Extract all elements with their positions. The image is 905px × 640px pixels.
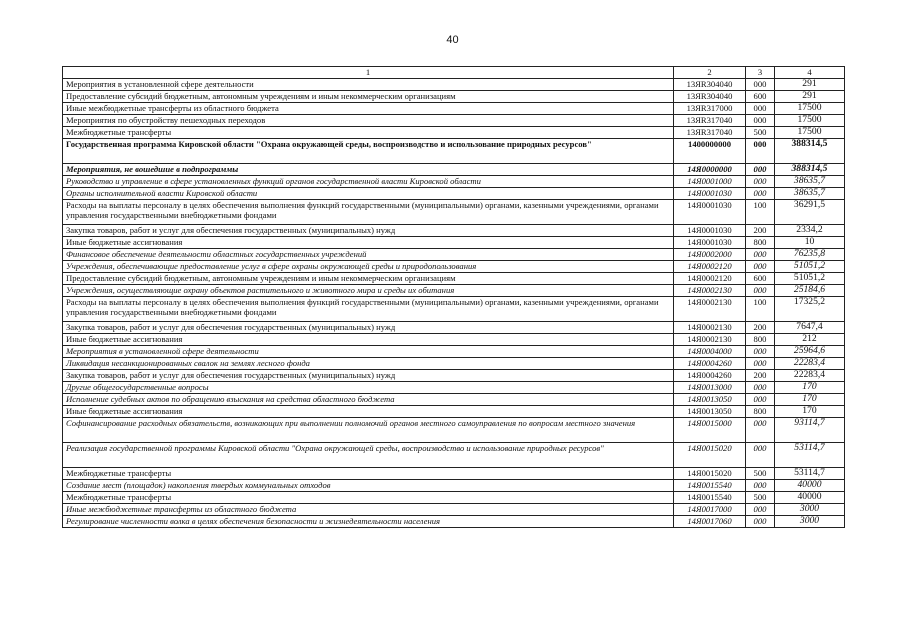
row-expense-type-cell: 000 (746, 115, 775, 127)
row-sum-cell: 53114,7 (775, 468, 845, 480)
table-row (63, 115, 845, 127)
row-name-cell: Государственная программа Кировской области "Охрана окружающей среды, воспроизводство и использование природных ресурсов" (63, 139, 674, 164)
header-col-sum: 4 (775, 67, 845, 79)
row-expense-type-cell: 000 (746, 358, 775, 370)
table-row (63, 127, 845, 139)
row-name-cell: Создание мест (площадок) накопления твердых коммунальных отходов (63, 480, 674, 492)
budget-table (62, 66, 845, 528)
row-sum-cell: 2334,2 (775, 225, 845, 237)
table-row (63, 261, 845, 273)
row-expense-type-cell: 200 (746, 225, 775, 237)
table-row (63, 249, 845, 261)
row-sum-cell: 170 (775, 406, 845, 418)
row-name-cell: Финансовое обеспечение деятельности областных государственных учреждений (63, 249, 674, 261)
table-row (63, 79, 845, 91)
row-name-cell: Закупка товаров, работ и услуг для обеспечения государственных (муниципальных) нужд (63, 370, 674, 382)
row-expense-type-cell: 500 (746, 127, 775, 139)
row-expense-type-cell: 500 (746, 468, 775, 480)
row-code-cell: 14Я0015020 (674, 443, 746, 468)
row-name-cell: Мероприятия, не вошедшие в подпрограммы (63, 164, 674, 176)
table-row (63, 322, 845, 334)
row-code-cell: 14Я0000000 (674, 164, 746, 176)
row-sum-cell: 388314,5 (775, 139, 845, 164)
row-sum-cell: 170 (775, 394, 845, 406)
table-row (63, 200, 845, 225)
row-expense-type-cell: 000 (746, 176, 775, 188)
row-sum-cell: 93114,7 (775, 418, 845, 443)
table-header-row (63, 67, 845, 79)
row-sum-cell: 25184,6 (775, 285, 845, 297)
row-sum-cell: 76235,8 (775, 249, 845, 261)
row-expense-type-cell: 800 (746, 237, 775, 249)
row-sum-cell: 36291,5 (775, 200, 845, 225)
row-code-cell: 13ЯR317040 (674, 127, 746, 139)
row-sum-cell: 291 (775, 91, 845, 103)
row-code-cell: 14Я0001030 (674, 200, 746, 225)
row-name-cell: Другие общегосударственные вопросы (63, 382, 674, 394)
row-sum-cell: 53114,7 (775, 443, 845, 468)
row-name-cell: Иные бюджетные ассигнования (63, 406, 674, 418)
row-name-cell: Закупка товаров, работ и услуг для обеспечения государственных (муниципальных) нужд (63, 225, 674, 237)
row-code-cell: 13ЯR304040 (674, 91, 746, 103)
row-code-cell: 14Я0002120 (674, 261, 746, 273)
row-name-cell: Иные межбюджетные трансферты из областного бюджета (63, 504, 674, 516)
table-row (63, 334, 845, 346)
table-row (63, 516, 845, 528)
table-row (63, 91, 845, 103)
row-expense-type-cell: 000 (746, 480, 775, 492)
row-sum-cell: 38635,7 (775, 176, 845, 188)
row-sum-cell: 17325,2 (775, 297, 845, 322)
row-code-cell: 14Я0004000 (674, 346, 746, 358)
table-row (63, 188, 845, 200)
row-code-cell: 14Я0002120 (674, 273, 746, 285)
row-name-cell: Ликвидация несанкционированных свалок на землях лесного фонда (63, 358, 674, 370)
row-expense-type-cell: 000 (746, 103, 775, 115)
row-sum-cell: 7647,4 (775, 322, 845, 334)
row-code-cell: 14Я0002130 (674, 285, 746, 297)
row-code-cell: 14Я0013000 (674, 382, 746, 394)
table-row (63, 176, 845, 188)
table-row (63, 394, 845, 406)
table-row (63, 443, 845, 468)
row-expense-type-cell: 500 (746, 492, 775, 504)
table-row (63, 103, 845, 115)
row-code-cell: 13ЯR317040 (674, 115, 746, 127)
row-name-cell: Органы исполнительной власти Кировской области (63, 188, 674, 200)
row-name-cell: Предоставление субсидий бюджетным, автономным учреждениям и иным некоммерческим организациям (63, 273, 674, 285)
row-sum-cell: 22283,4 (775, 358, 845, 370)
row-sum-cell: 17500 (775, 127, 845, 139)
row-sum-cell: 40000 (775, 480, 845, 492)
row-code-cell: 14Я0015540 (674, 492, 746, 504)
row-name-cell: Мероприятия по обустройству пешеходных переходов (63, 115, 674, 127)
row-code-cell: 13ЯR304040 (674, 79, 746, 91)
table-row (63, 139, 845, 164)
row-code-cell: 14Я0004260 (674, 358, 746, 370)
row-expense-type-cell: 000 (746, 139, 775, 164)
row-name-cell: Учреждения, обеспечивающие предоставление услуг в сфере охраны окружающей среды и природопользования (63, 261, 674, 273)
row-name-cell: Исполнение судебных актов по обращению взыскания на средства областного бюджета (63, 394, 674, 406)
row-name-cell: Софинансирование расходных обязательств, возникающих при выполнении полномочий органов местного самоуправления по вопросам местного значения (63, 418, 674, 443)
row-name-cell: Иные бюджетные ассигнования (63, 237, 674, 249)
row-expense-type-cell: 000 (746, 443, 775, 468)
row-name-cell: Реализация государственной программы Кировской области "Охрана окружающей среды, воспроизводство и использование природных ресурсов" (63, 443, 674, 468)
table-row (63, 492, 845, 504)
row-expense-type-cell: 100 (746, 200, 775, 225)
row-code-cell: 14Я0002130 (674, 334, 746, 346)
row-sum-cell: 170 (775, 382, 845, 394)
row-expense-type-cell: 200 (746, 322, 775, 334)
table-row (63, 225, 845, 237)
row-expense-type-cell: 000 (746, 249, 775, 261)
row-expense-type-cell: 800 (746, 334, 775, 346)
page-number: 40 (446, 34, 459, 46)
row-sum-cell: 25964,6 (775, 346, 845, 358)
table-row (63, 285, 845, 297)
row-sum-cell: 17500 (775, 115, 845, 127)
row-code-cell: 13ЯR317000 (674, 103, 746, 115)
header-col-name: 1 (63, 67, 674, 79)
row-code-cell: 1400000000 (674, 139, 746, 164)
row-name-cell: Руководство и управление в сфере установленных функций органов государственной власти Кировской области (63, 176, 674, 188)
row-expense-type-cell: 600 (746, 91, 775, 103)
header-col-code: 2 (674, 67, 746, 79)
row-sum-cell: 22283,4 (775, 370, 845, 382)
table-row (63, 358, 845, 370)
row-sum-cell: 51051,2 (775, 261, 845, 273)
row-sum-cell: 3000 (775, 516, 845, 528)
row-name-cell: Мероприятия в установленной сфере деятельности (63, 79, 674, 91)
table-row (63, 346, 845, 358)
row-sum-cell: 40000 (775, 492, 845, 504)
row-expense-type-cell: 000 (746, 346, 775, 358)
row-expense-type-cell: 000 (746, 188, 775, 200)
table-row (63, 480, 845, 492)
table-row (63, 237, 845, 249)
row-sum-cell: 17500 (775, 103, 845, 115)
row-code-cell: 14Я0001030 (674, 237, 746, 249)
row-code-cell: 14Я0001030 (674, 225, 746, 237)
row-name-cell: Межбюджетные трансферты (63, 127, 674, 139)
row-expense-type-cell: 000 (746, 261, 775, 273)
row-code-cell: 14Я0002130 (674, 322, 746, 334)
table-row (63, 468, 845, 480)
row-code-cell: 14Я0015540 (674, 480, 746, 492)
row-code-cell: 14Я0015000 (674, 418, 746, 443)
table-row (63, 504, 845, 516)
row-expense-type-cell: 100 (746, 297, 775, 322)
table-row (63, 418, 845, 443)
row-name-cell: Учреждения, осуществляющие охрану объектов растительного и животного мира и среды их обитания (63, 285, 674, 297)
row-code-cell: 14Я0002130 (674, 297, 746, 322)
row-expense-type-cell: 200 (746, 370, 775, 382)
row-expense-type-cell: 600 (746, 273, 775, 285)
row-expense-type-cell: 000 (746, 285, 775, 297)
table-row (63, 164, 845, 176)
row-name-cell: Закупка товаров, работ и услуг для обеспечения государственных (муниципальных) нужд (63, 322, 674, 334)
row-name-cell: Иные межбюджетные трансферты из областного бюджета (63, 103, 674, 115)
row-code-cell: 14Я0015020 (674, 468, 746, 480)
row-code-cell: 14Я0002000 (674, 249, 746, 261)
row-name-cell: Расходы на выплаты персоналу в целях обеспечения выполнения функций государственными (муниципальными) органами, казенными учреждениями, органами управления государственными внебюджетными фондами (63, 297, 674, 322)
table-row (63, 370, 845, 382)
row-expense-type-cell: 000 (746, 418, 775, 443)
table-row (63, 382, 845, 394)
row-expense-type-cell: 800 (746, 406, 775, 418)
row-code-cell: 14Я0001030 (674, 188, 746, 200)
row-sum-cell: 51051,2 (775, 273, 845, 285)
row-code-cell: 14Я0001000 (674, 176, 746, 188)
row-sum-cell: 10 (775, 237, 845, 249)
row-name-cell: Регулирование численности волка в целях обеспечения безопасности и жизнедеятельности населения (63, 516, 674, 528)
row-code-cell: 14Я0013050 (674, 406, 746, 418)
row-sum-cell: 388314,5 (775, 164, 845, 176)
row-name-cell: Расходы на выплаты персоналу в целях обеспечения выполнения функций государственными (муниципальными) органами, казенными учреждениями, органами управления государственными внебюджетными фондами (63, 200, 674, 225)
row-name-cell: Предоставление субсидий бюджетным, автономным учреждениям и иным некоммерческим организациям (63, 91, 674, 103)
row-name-cell: Межбюджетные трансферты (63, 492, 674, 504)
row-code-cell: 14Я0013050 (674, 394, 746, 406)
row-expense-type-cell: 000 (746, 382, 775, 394)
row-name-cell: Мероприятия в установленной сфере деятельности (63, 346, 674, 358)
row-expense-type-cell: 000 (746, 504, 775, 516)
row-sum-cell: 3000 (775, 504, 845, 516)
row-name-cell: Иные бюджетные ассигнования (63, 334, 674, 346)
row-expense-type-cell: 000 (746, 516, 775, 528)
row-code-cell: 14Я0017000 (674, 504, 746, 516)
row-code-cell: 14Я0017060 (674, 516, 746, 528)
row-expense-type-cell: 000 (746, 164, 775, 176)
row-code-cell: 14Я0004260 (674, 370, 746, 382)
table-row (63, 406, 845, 418)
table-row (63, 297, 845, 322)
row-name-cell: Межбюджетные трансферты (63, 468, 674, 480)
row-expense-type-cell: 000 (746, 79, 775, 91)
row-sum-cell: 212 (775, 334, 845, 346)
row-sum-cell: 291 (775, 79, 845, 91)
row-expense-type-cell: 000 (746, 394, 775, 406)
row-sum-cell: 38635,7 (775, 188, 845, 200)
table-row (63, 273, 845, 285)
header-col-expense-type: 3 (746, 67, 775, 79)
